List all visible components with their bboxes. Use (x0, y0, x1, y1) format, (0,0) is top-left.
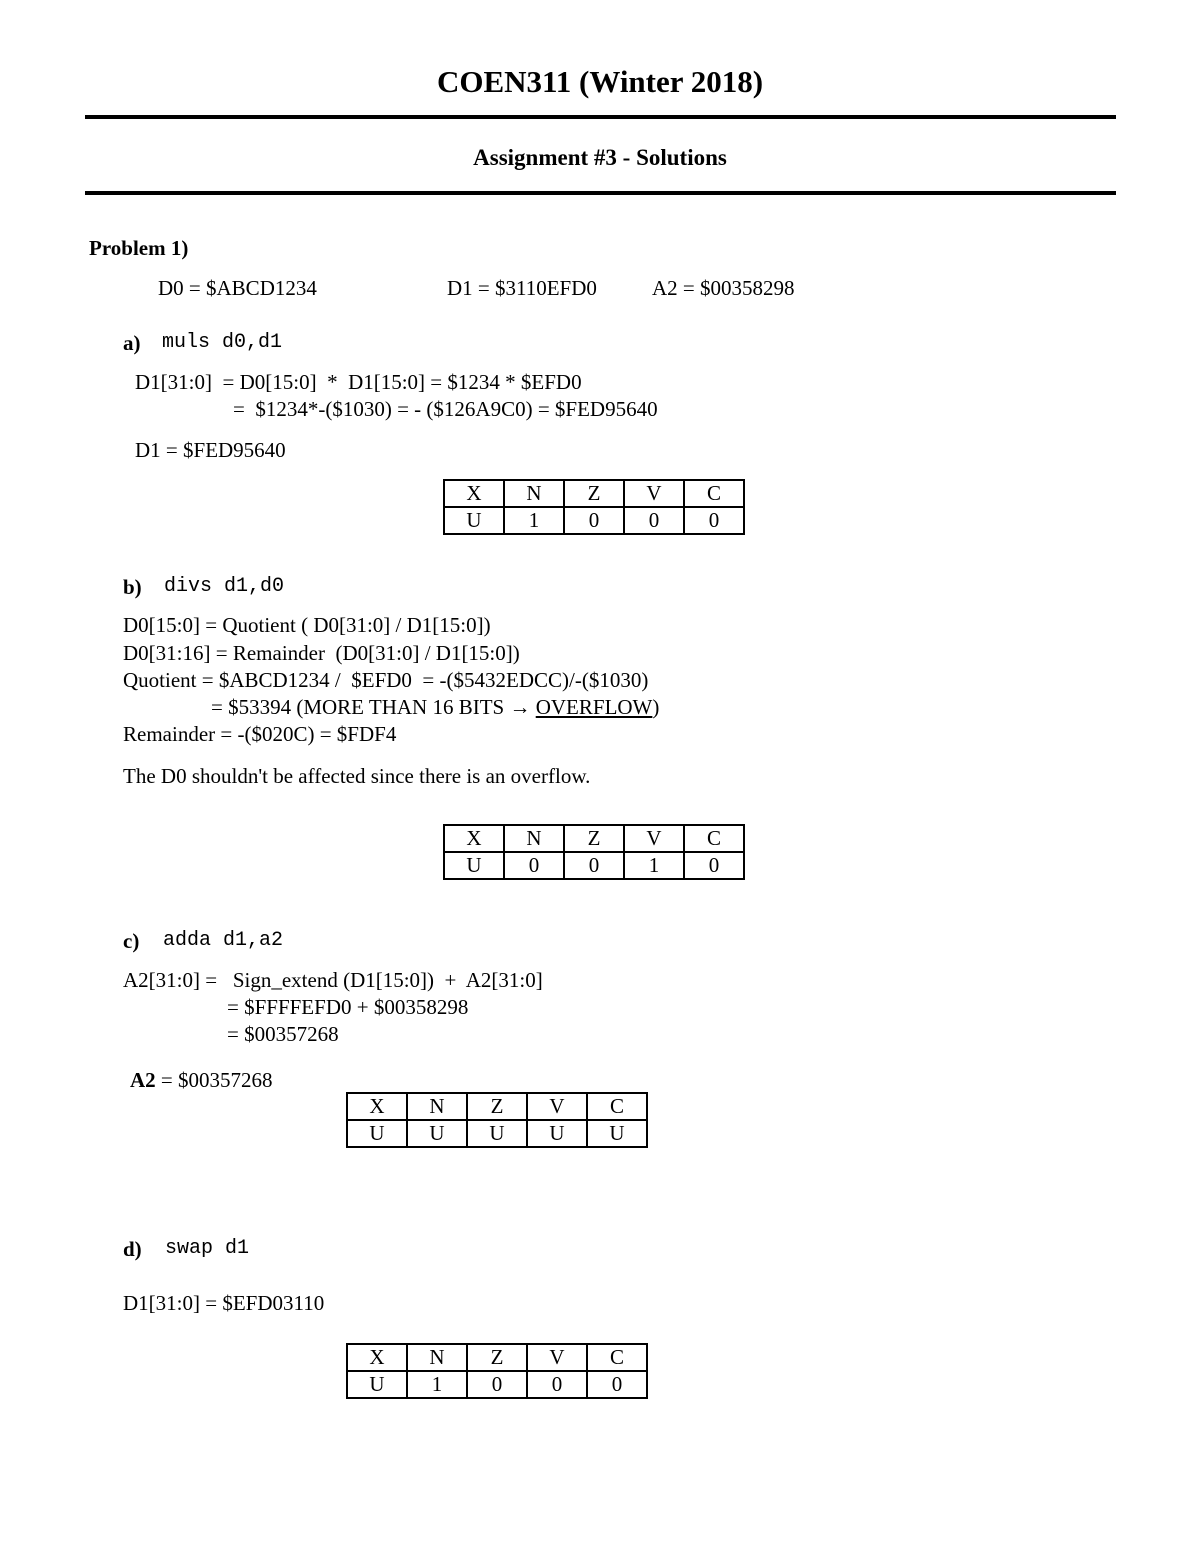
part-c-line3: = $00357268 (227, 1022, 339, 1046)
register-d0: D0 = $ABCD1234 (158, 276, 317, 300)
part-c-line2: = $FFFFEFD0 + $00358298 (227, 995, 469, 1019)
flag-z-value: 0 (564, 507, 624, 534)
register-d1: D1 = $3110EFD0 (447, 276, 597, 300)
flag-x-header: X (444, 825, 504, 852)
flag-x-header: X (347, 1093, 407, 1120)
flag-n-header: N (504, 825, 564, 852)
flag-x-header: X (444, 480, 504, 507)
flag-c-value: 0 (684, 852, 744, 879)
flags-table-c (346, 1092, 648, 1148)
part-d-label: d) (123, 1237, 142, 1261)
part-b-line3: Quotient = $ABCD1234 / $EFD0 = -($5432EDCC)/-($1030) (123, 668, 649, 692)
part-d-instruction: swap d1 (165, 1237, 250, 1260)
flag-n-header: N (504, 480, 564, 507)
flag-z-header: Z (467, 1344, 527, 1371)
part-c-result-value: = $00357268 (155, 1068, 273, 1092)
part-c-result-label: A2 (130, 1068, 156, 1092)
flag-c-value: 0 (587, 1371, 647, 1398)
flag-v-header: V (527, 1344, 587, 1371)
register-a2: A2 = $00358298 (652, 276, 795, 300)
flag-n-value: U (407, 1120, 467, 1147)
flag-c-header: C (684, 480, 744, 507)
part-b-line5: Remainder = -($020C) = $FDF4 (123, 722, 397, 746)
flag-n-value: 0 (504, 852, 564, 879)
part-c-instruction: adda d1,a2 (163, 929, 284, 952)
part-b-line4-prefix: = $53394 (MORE THAN 16 BITS (211, 695, 510, 719)
part-a-line1: D1[31:0] = D0[15:0] * D1[15:0] = $1234 * $EFD0 (135, 370, 582, 394)
flag-z-header: Z (564, 825, 624, 852)
assignment-title: Assignment #3 - Solutions (473, 145, 727, 170)
part-c-label: c) (123, 929, 140, 953)
flag-v-value: 0 (527, 1371, 587, 1398)
flags-value-row (444, 852, 744, 879)
part-b-line1: D0[15:0] = Quotient ( D0[31:0] / D1[15:0]) (123, 613, 491, 637)
flag-z-value: 0 (467, 1371, 527, 1398)
flag-z-value: 0 (564, 852, 624, 879)
flag-c-header: C (587, 1344, 647, 1371)
flag-n-value: 1 (504, 507, 564, 534)
flag-z-header: Z (467, 1093, 527, 1120)
flag-v-value: U (527, 1120, 587, 1147)
flag-n-value: 1 (407, 1371, 467, 1398)
flag-v-value: 0 (624, 507, 684, 534)
flags-table-a (443, 479, 745, 535)
flag-n-header: N (407, 1093, 467, 1120)
flags-value-row (444, 507, 744, 534)
part-a-label: a) (123, 331, 141, 355)
part-c-line1: A2[31:0] = Sign_extend (D1[15:0]) + A2[31:0] (123, 968, 543, 992)
flag-z-header: Z (564, 480, 624, 507)
part-b-line4 (211, 697, 659, 718)
flags-header-row (444, 480, 744, 507)
top-rule (85, 115, 1116, 119)
flags-header-row (347, 1093, 647, 1120)
flag-x-value: U (444, 507, 504, 534)
flag-z-value: U (467, 1120, 527, 1147)
flag-n-header: N (407, 1344, 467, 1371)
part-d-line1: D1[31:0] = $EFD03110 (123, 1291, 325, 1315)
flags-header-row (444, 825, 744, 852)
flag-x-value: U (444, 852, 504, 879)
part-a-result: D1 = $FED95640 (135, 438, 286, 462)
flags-value-row (347, 1371, 647, 1398)
part-b-note: The D0 shouldn't be affected since there is an overflow. (123, 764, 591, 788)
flags-table-b (443, 824, 745, 880)
part-c-result (130, 1070, 273, 1091)
flag-x-header: X (347, 1344, 407, 1371)
flag-c-value: U (587, 1120, 647, 1147)
part-b-line4-suffix: ) (652, 695, 660, 719)
flag-x-value: U (347, 1371, 407, 1398)
flag-v-header: V (527, 1093, 587, 1120)
flag-x-value: U (347, 1120, 407, 1147)
part-b-label: b) (123, 575, 142, 599)
flag-v-value: 1 (624, 852, 684, 879)
flag-c-header: C (587, 1093, 647, 1120)
arrow-right-icon: → (509, 695, 531, 719)
part-b-line2: D0[31:16] = Remainder (D0[31:0] / D1[15:0]) (123, 641, 520, 665)
flags-header-row (347, 1344, 647, 1371)
overflow-text: OVERFLOW (535, 695, 653, 719)
flags-table-d (346, 1343, 648, 1399)
flag-c-value: 0 (684, 507, 744, 534)
flags-value-row (347, 1120, 647, 1147)
flag-v-header: V (624, 480, 684, 507)
part-a-line2: = $1234*-($1030) = - ($126A9C0) = $FED95640 (233, 397, 658, 421)
problem-label: Problem 1) (89, 236, 189, 260)
part-a-instruction: muls d0,d1 (162, 331, 283, 354)
course-title: COEN311 (Winter 2018) (436, 64, 764, 99)
flag-c-header: C (684, 825, 744, 852)
flag-v-header: V (624, 825, 684, 852)
bottom-rule (85, 191, 1116, 195)
part-b-instruction: divs d1,d0 (164, 575, 285, 598)
